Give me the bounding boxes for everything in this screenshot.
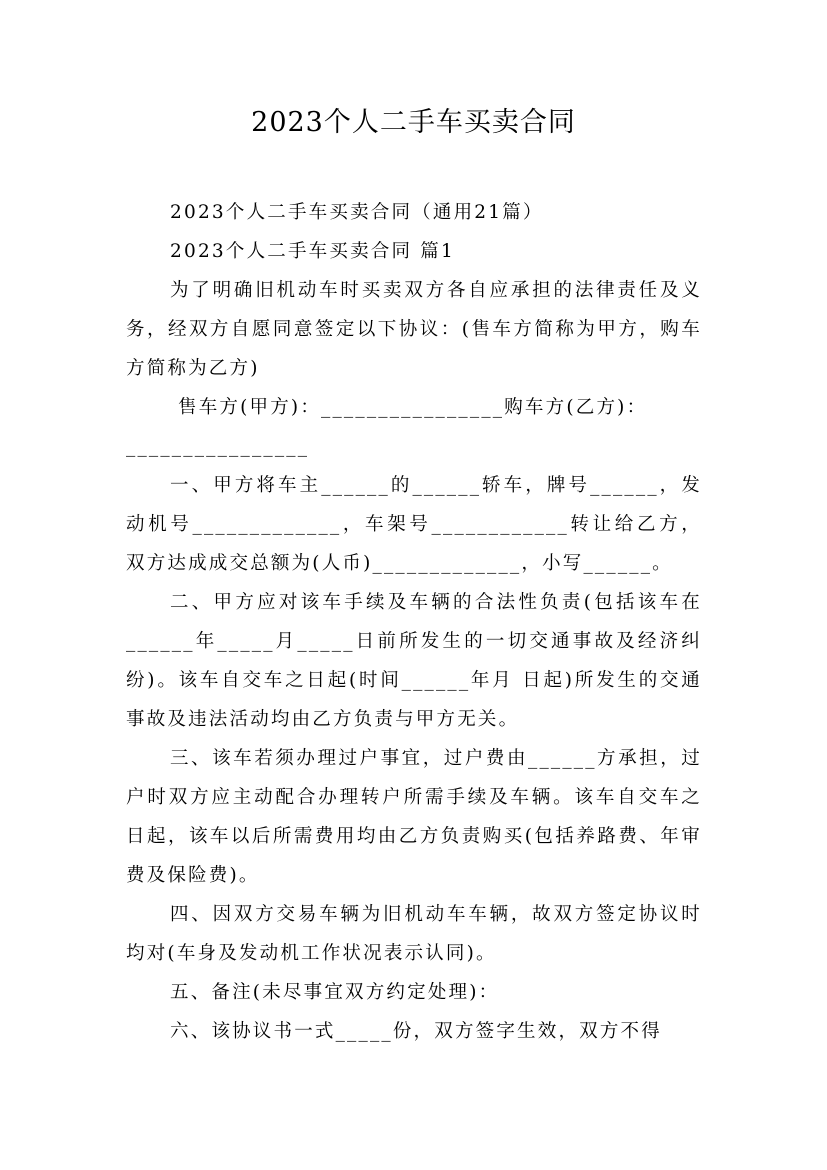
parties-blank-line: ________________ [126,436,310,457]
clause-5: 五、备注(未尽事宜双方约定处理)： [170,982,500,1003]
clause-1: 一、甲方将车主______的______轿车，牌号______，发动机号_____________，车架号____________转让给乙方，双方达成成交总额为(人币)_____________，小写______。 [126,475,702,574]
clause-3: 三、该车若须办理过户事宜，过户费由______方承担，过户时双方应主动配合办理转户所需手续及车辆。该车自交车之日起，该车以后所需费用均由乙方负责购买(包括养路费、年审费及保险费)。 [126,748,702,886]
document-body [126,193,702,1051]
clause-4: 四、因双方交易车辆为旧机动车车辆，故双方签定协议时均对(车身及发动机工作状况表示认同)。 [126,904,702,964]
clause-2: 二、甲方应对该车手续及车辆的合法性负责(包括该车在______年_____月_____日前所发生的一切交通事故及经济纠纷)。该车自交车之日起(时间______年月 日起)所发生的交通事故及违法活动均由乙方负责与甲方无关。 [126,592,702,730]
document-subtitle: 2023个人二手车买卖合同（通用21篇） [170,202,544,223]
clause-6: 六、该协议书一式_____份，双方签字生效，双方不得 [170,1021,662,1042]
parties-line: 售车方(甲方)：________________购车方(乙方)： [178,397,648,418]
section-heading: 2023个人二手车买卖合同 篇1 [170,241,455,262]
document-title: 2023个人二手车买卖合同 [251,107,576,138]
intro-paragraph: 为了明确旧机动车时买卖双方各自应承担的法律责任及义务，经双方自愿同意签定以下协议：(售车方简称为甲方，购车方简称为乙方) [126,280,702,379]
